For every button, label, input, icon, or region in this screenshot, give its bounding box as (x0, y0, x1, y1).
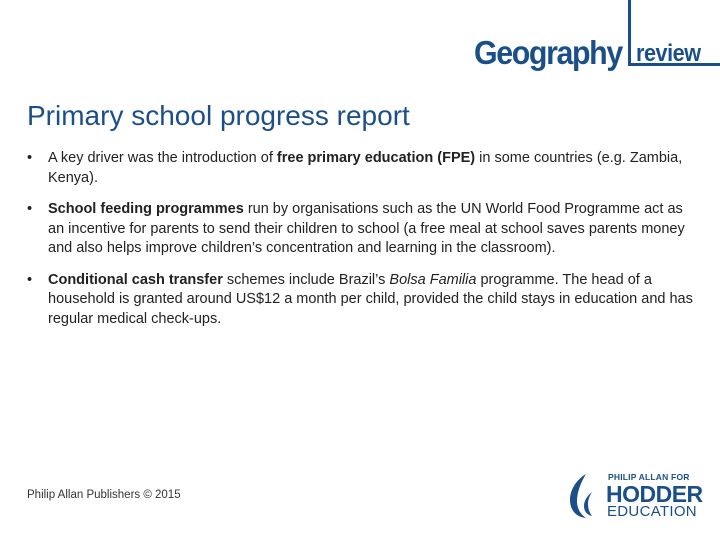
bullet-dot: • (27, 271, 33, 288)
bullet-dot: • (27, 150, 33, 166)
bullet-text: A key driver was the introduction of free primary education (FPE) in some countries (e.g. Zambia, Kenya). (48, 150, 683, 186)
bullet-bold-term: free primary education (FPE) (276, 150, 476, 166)
bullet-italic-term: Bolsa Familia (389, 271, 477, 288)
bullet-bold-term: Conditional cash transfer (48, 271, 223, 288)
footer-copyright: Philip Allan Publishers © 2015 (27, 489, 181, 501)
bullet-text: Conditional cash transfer schemes include Brazil’s Bolsa Familia programme. The head of a household is granted around US$12 a month per child, provided the child stays in education and has regular medical check-ups. (48, 271, 693, 327)
geography-review-logo (474, 0, 720, 80)
slide-title: Primary school progress report (27, 99, 410, 131)
bullet-item (27, 271, 697, 330)
bullet-item (27, 149, 697, 188)
publisher-line3: EDUCATION (607, 503, 697, 520)
bullet-item (27, 200, 697, 259)
publisher-line1: PHILIP ALLAN FOR (608, 472, 690, 482)
hodder-education-logo (564, 470, 714, 522)
bullet-bold-term: School feeding programmes (48, 201, 244, 217)
logo-geography-text: Geography (474, 34, 622, 71)
bullet-text: School feeding programmes run by organisations such as the UN World Food Programme act as an incentive for parents to send their children to school (a free meal at school saves parents money and also helps improve children’s concentration and learning in the classroom). (48, 201, 685, 256)
logo-vertical-bar (628, 0, 631, 66)
logo-review-text: review (636, 40, 701, 67)
publisher-line2: HODDER (606, 481, 703, 507)
hodder-swoosh-icon (564, 472, 604, 520)
bullet-list (27, 149, 697, 341)
bullet-dot: • (27, 201, 33, 217)
